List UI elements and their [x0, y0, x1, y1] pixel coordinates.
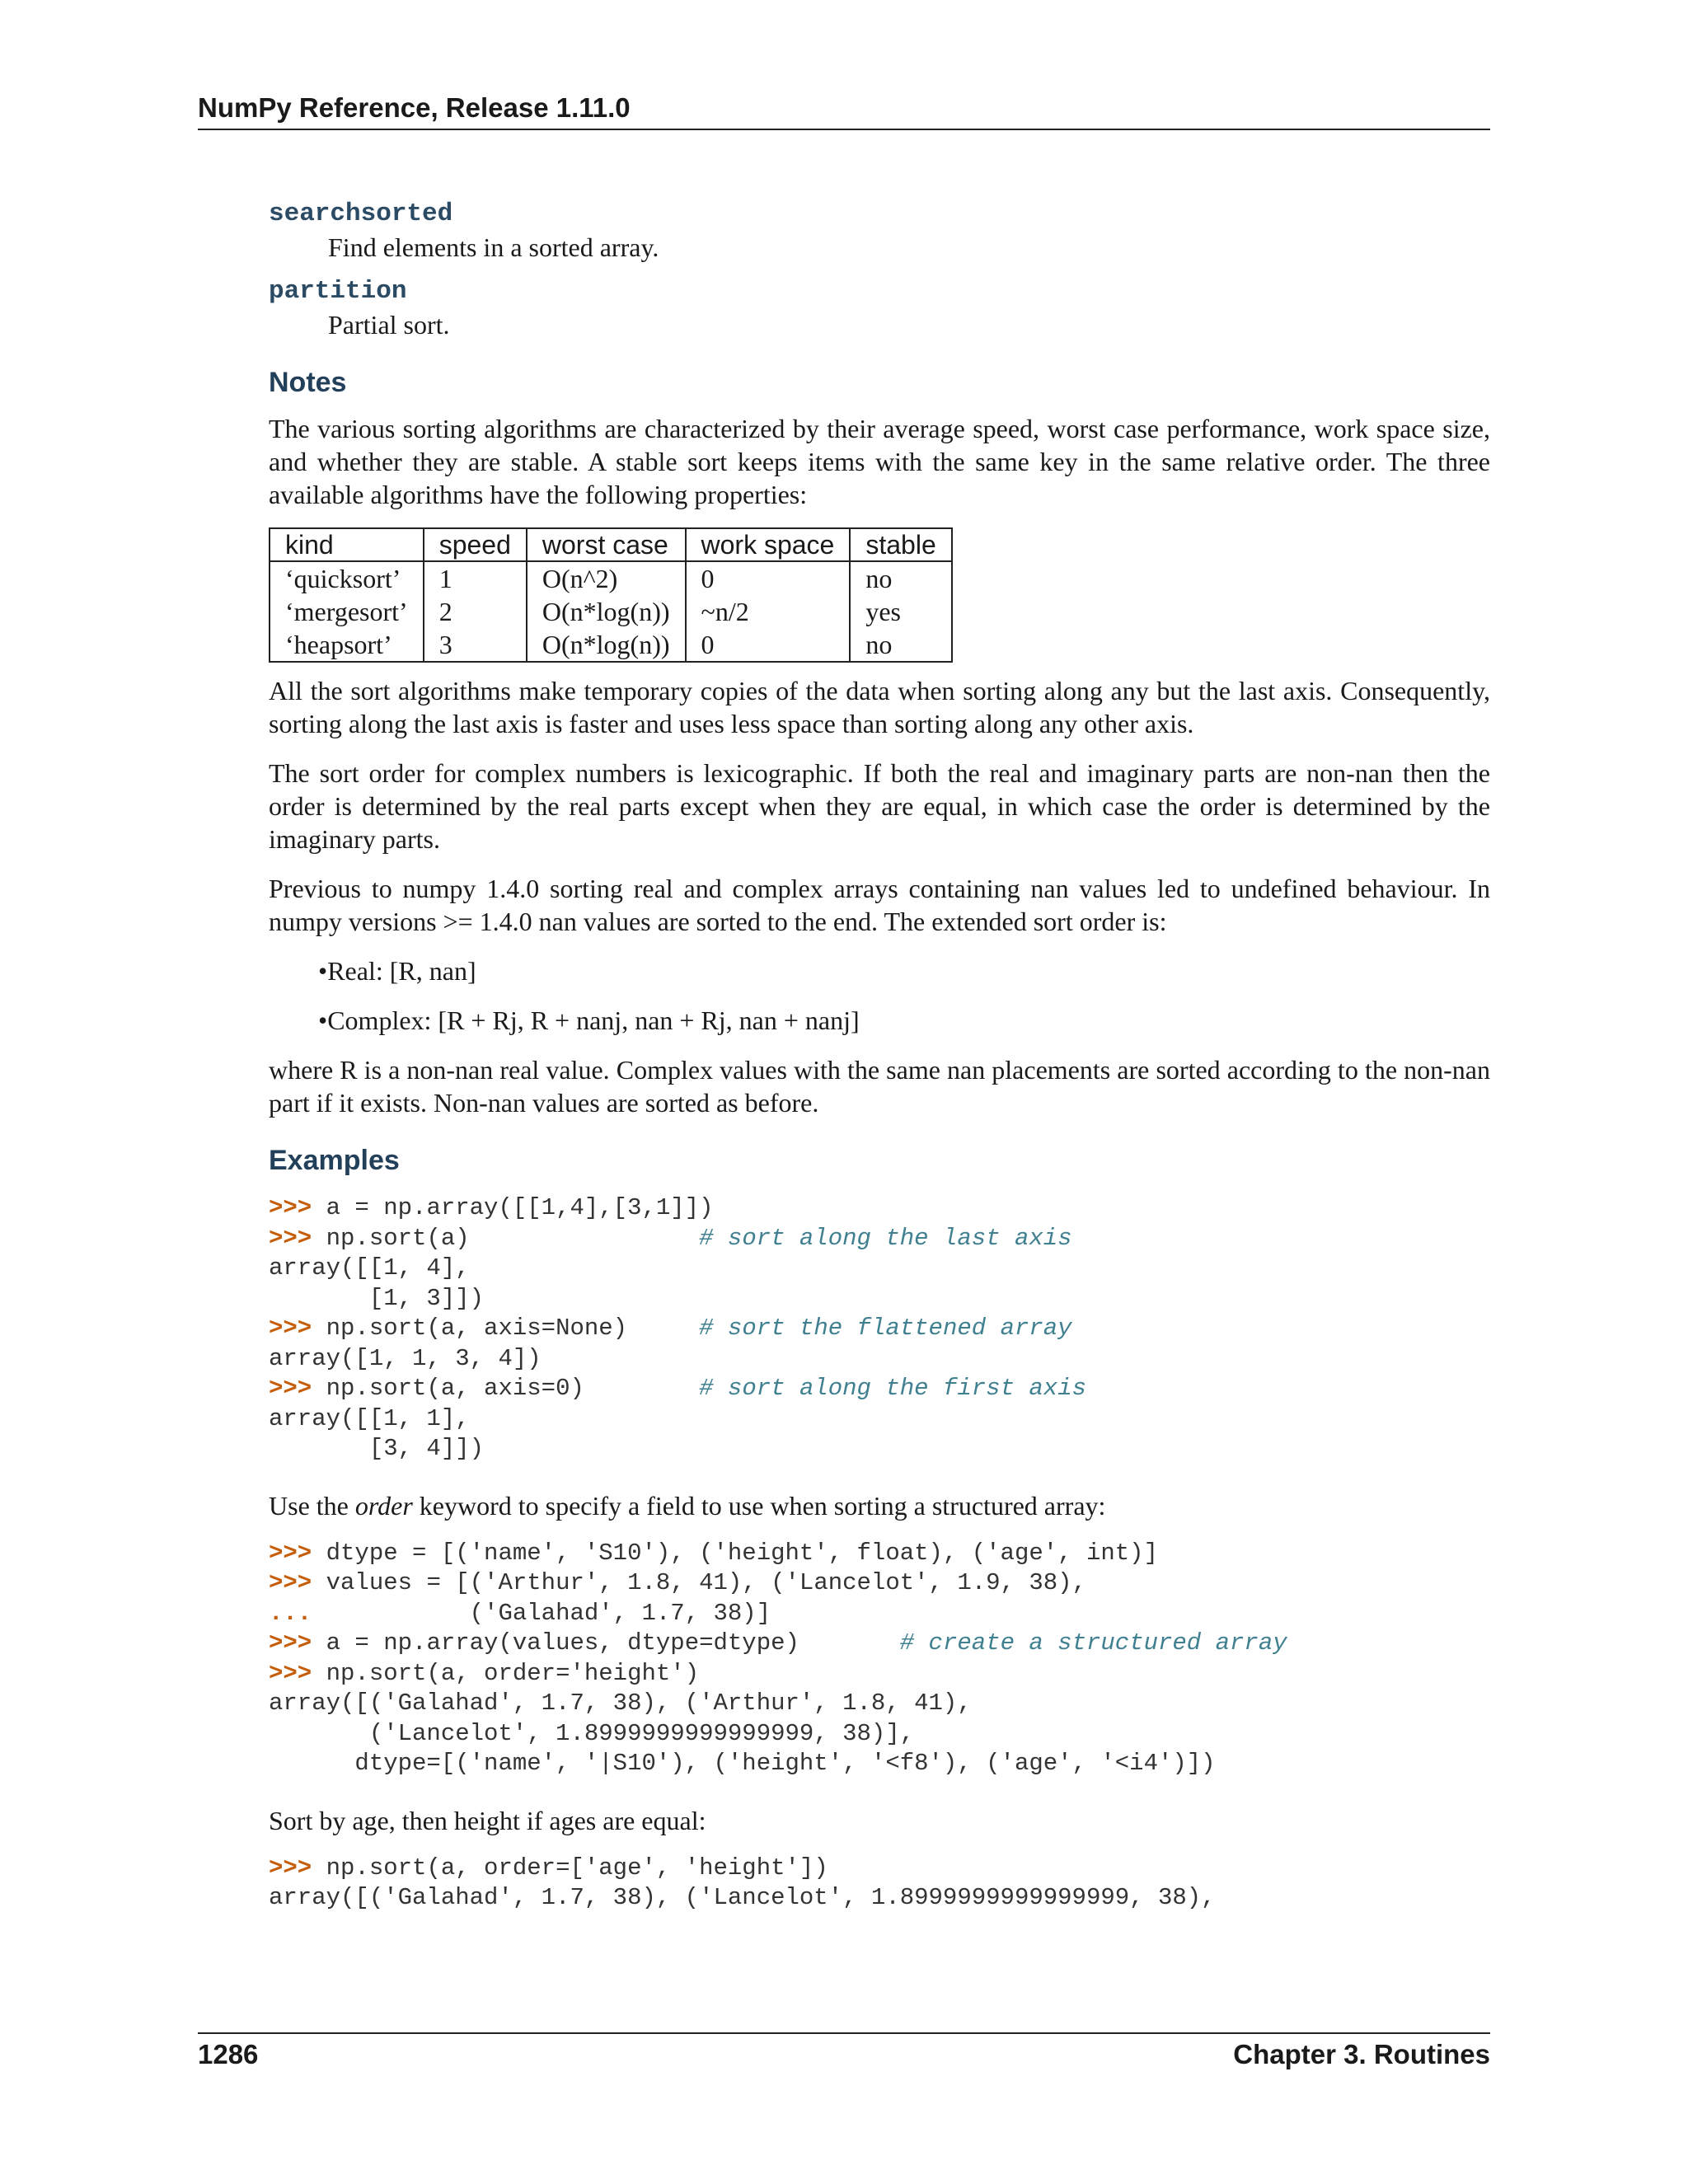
paragraph-text: keyword to specify a field to use when sorting a structured array: — [412, 1490, 1106, 1521]
table-cell: no — [850, 561, 951, 595]
code-output: array([[1, 1], — [269, 1404, 470, 1432]
code-line: np.sort(a, order=['age', 'height']) — [326, 1854, 828, 1882]
chapter-title: Chapter 3. Routines — [1233, 2039, 1490, 2069]
code-line: ('Galahad', 1.7, 38)] — [326, 1599, 771, 1627]
code-output: ('Lancelot', 1.8999999999999999, 38)], — [269, 1719, 915, 1747]
table-cell: yes — [850, 595, 951, 628]
list-item: • Complex: [R + Rj, R + nanj, nan + Rj, nan + nanj] — [318, 1004, 1490, 1037]
page-content — [269, 198, 1490, 1938]
table-header-row — [270, 528, 952, 561]
list-item: • Real: [R, nan] — [318, 954, 1490, 987]
code-output: dtype=[('name', '|S10'), ('height', '<f8'), ('age', '<i4')]) — [269, 1750, 1216, 1777]
table-cell: no — [850, 628, 951, 662]
notes-nan-paragraph: Previous to numpy 1.4.0 sorting real and complex arrays containing nan values led to undefined behaviour. In numpy versions >= 1.4.0 nan values are sorted to the end. The extended sort order is: — [269, 874, 1490, 936]
code-line: np.sort(a, axis=0) — [326, 1375, 584, 1402]
table-cell: ‘heapsort’ — [270, 628, 424, 662]
code-line: values = [('Arthur', 1.8, 41), ('Lancelot', 1.9, 38), — [326, 1569, 1086, 1596]
table-cell: O(n*log(n)) — [527, 628, 686, 662]
code-line: a = np.array([[1,4],[3,1]]) — [326, 1194, 714, 1221]
page-header — [198, 92, 1490, 130]
notes-intro: The various sorting algorithms are characterized by their average speed, worst case performance, work space size, and whether they are stable. A stable sort keeps items with the same key in the same relative order. The three available algorithms have the following properties: — [269, 414, 1490, 509]
code-line: np.sort(a, axis=None) — [326, 1315, 628, 1342]
order-keyword: order — [354, 1490, 413, 1521]
table-header: stable — [850, 528, 951, 561]
table-cell: ‘mergesort’ — [270, 595, 424, 628]
table-header: speed — [424, 528, 527, 561]
page-footer — [198, 2032, 1490, 2070]
code-output: array([('Galahad', 1.7, 38), ('Arthur', 1.8, 41), — [269, 1690, 972, 1717]
order-keyword-paragraph — [269, 1489, 1490, 1522]
table-cell: ~n/2 — [686, 595, 851, 628]
code-line: np.sort(a) — [326, 1224, 470, 1252]
code-output: [1, 3]]) — [269, 1284, 485, 1312]
code-comment: # sort along the last axis — [699, 1224, 1072, 1252]
code-line: np.sort(a, order='height') — [326, 1659, 700, 1687]
see-also-desc: Partial sort. — [328, 310, 450, 340]
see-also-link-partition[interactable]: partition — [269, 277, 407, 306]
table-cell: O(n*log(n)) — [527, 595, 686, 628]
see-also-item — [269, 275, 1490, 341]
sort-properties-table — [269, 527, 953, 663]
code-output: array([('Galahad', 1.7, 38), ('Lancelot', 1.8999999999999999, 38), — [269, 1884, 1216, 1911]
sort-order-list — [269, 954, 1490, 1037]
code-comment: # sort the flattened array — [699, 1315, 1072, 1342]
code-block-multi-order: >>> np.sort(a, order=['age', 'height']) array([('Galahad', 1.7, 38), ('Lancelot', 1.8999999999999999, 38), — [269, 1854, 1216, 1911]
table-header: kind — [270, 528, 424, 561]
see-also-link-searchsorted[interactable]: searchsorted — [269, 199, 453, 228]
table-row — [270, 595, 952, 628]
code-line: dtype = [('name', 'S10'), ('height', float), ('age', int)] — [326, 1539, 1158, 1567]
table-cell: O(n^2) — [527, 561, 686, 595]
page-number: 1286 — [198, 2039, 259, 2069]
paragraph-text: Use the — [269, 1490, 355, 1521]
code-comment: # sort along the first axis — [699, 1375, 1087, 1402]
notes-complex-paragraph: The sort order for complex numbers is lexicographic. If both the real and imaginary parts are non-nan then the order is determined by the real parts except when they are equal, in which case the order is determined by the imaginary parts. — [269, 758, 1490, 854]
see-also-desc: Find elements in a sorted array. — [328, 232, 659, 262]
table-cell: 1 — [424, 561, 527, 595]
code-block-structured-sort: >>> dtype = [('name', 'S10'), ('height', float), ('age', int)] >>> values = [('Arthur', 1.8, 41), ('Lancelot', 1.9, 38), ... ('Galahad', 1.7, 38)] >>> a = np.array(values, dtype=dtype) # create a structured array >>> np.sort(a, order='height') array([('Galahad', 1.7, 38), ('Arthur', 1.8, 41), ('Lancelot', 1.8999999999999999, 38)], dtype=[('name', '|S10'), ('height', '<f8'), ('age', '<i4')]) — [269, 1539, 1287, 1777]
notes-copies-paragraph: All the sort algorithms make temporary copies of the data when sorting along any but the last axis. Consequently, sorting along the last axis is faster and uses less space than sorting along any other axis. — [269, 676, 1490, 738]
table-cell: 3 — [424, 628, 527, 662]
table-row — [270, 561, 952, 595]
see-also-item — [269, 198, 1490, 264]
notes-where-paragraph: where R is a non-nan real value. Complex values with the same nan placements are sorted according to the non-nan part if it exists. Non-nan values are sorted as before. — [269, 1055, 1490, 1118]
age-sort-paragraph: Sort by age, then height if ages are equal: — [269, 1805, 706, 1835]
table-cell: 0 — [686, 628, 851, 662]
table-header: worst case — [527, 528, 686, 561]
table-header: work space — [686, 528, 851, 561]
table-cell: 0 — [686, 561, 851, 595]
code-line: a = np.array(values, dtype=dtype) — [326, 1629, 799, 1657]
examples-heading: Examples — [269, 1145, 400, 1176]
code-block-basic-sort: >>> a = np.array([[1,4],[3,1]]) >>> np.sort(a) # sort along the last axis array([[1, 4], [1, 3]]) >>> np.sort(a, axis=None) # sort the flattened array array([1, 1, 3, 4]) >>> np.sort(a, axis=0) # sort along the first axis array([[1, 1], [3, 4]]) — [269, 1194, 1087, 1462]
code-comment: # create a structured array — [899, 1629, 1287, 1657]
table-row — [270, 628, 952, 662]
table-cell: 2 — [424, 595, 527, 628]
notes-heading: Notes — [269, 367, 347, 398]
table-cell: ‘quicksort’ — [270, 561, 424, 595]
code-output: [3, 4]]) — [269, 1435, 485, 1462]
code-output: array([[1, 4], — [269, 1254, 470, 1282]
code-output: array([1, 1, 3, 4]) — [269, 1344, 542, 1372]
running-title: NumPy Reference, Release 1.11.0 — [198, 92, 631, 123]
